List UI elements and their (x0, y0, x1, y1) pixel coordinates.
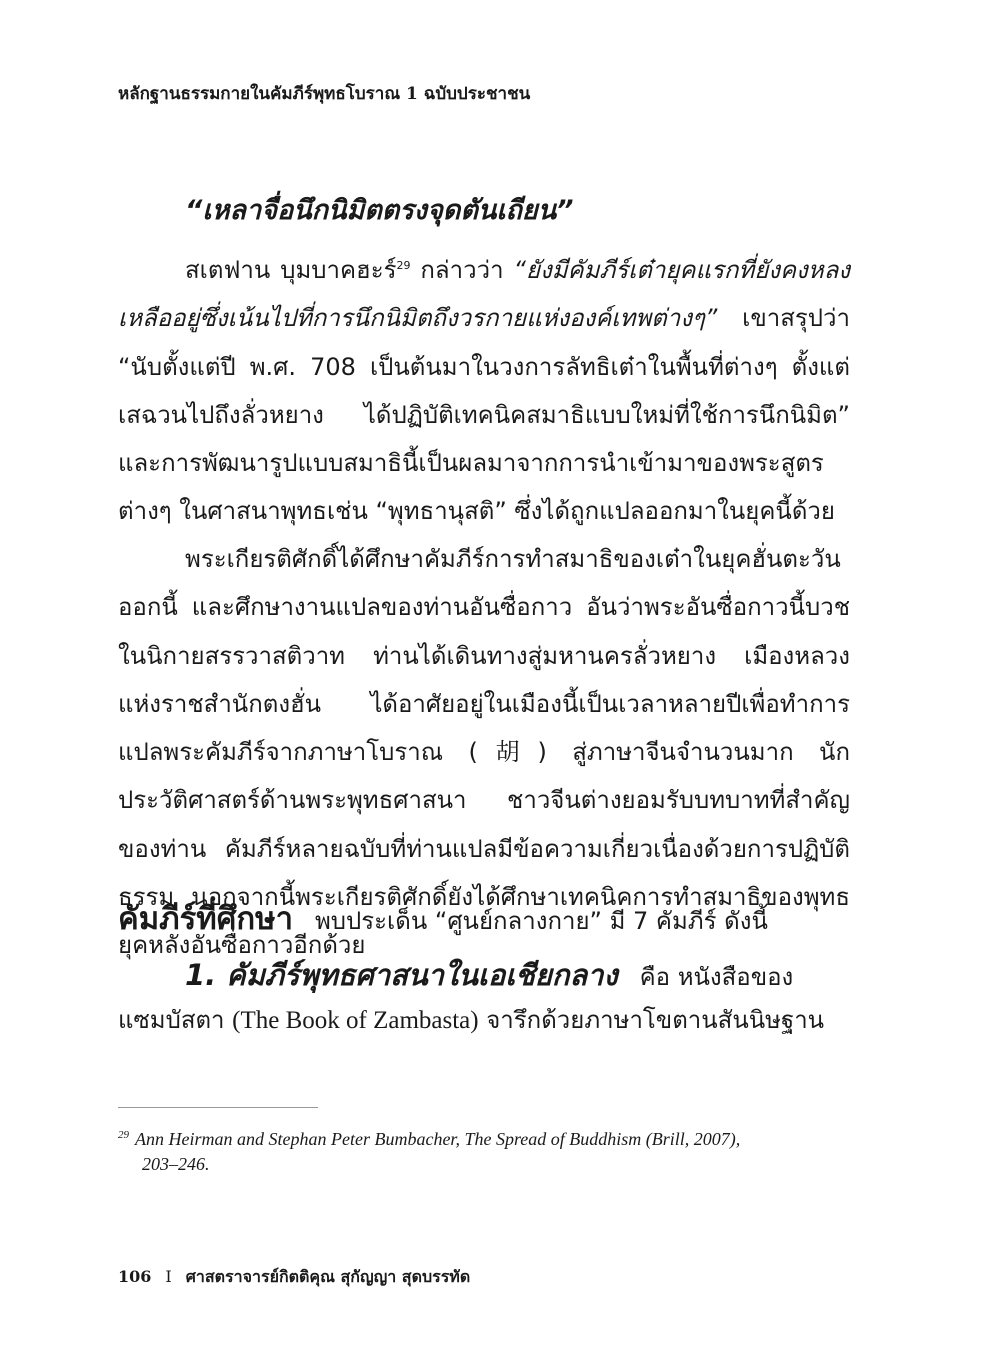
paragraph-1-lead: สเตฟาน บุมบาคฮะร์ (185, 256, 397, 284)
footnote (118, 1127, 853, 1177)
study-subheading-line (118, 893, 858, 943)
footnote-line-1: Ann Heirman and Stephan Peter Bumbacher, The Spread of Buddhism (Brill, 2007), (135, 1129, 741, 1149)
running-header: หลักฐานธรรมกายในคัมภีร์พุทธโบราณ 1 ฉบับประชาชน (118, 84, 531, 104)
item-1-continuation (118, 1000, 858, 1039)
item-1-title: 1. คัมภีร์พุทธศาสนาในเอเชียกลาง (185, 958, 618, 992)
paragraph-1-quote: “ยังมีคัมภีร์เต๋ายุคแรกที่ยังคงหลงเหลืออยู่ซึ่งเน้นไปที่การนึกนิมิตถึงวรกายแห่งองค์เทพต่างๆ” (118, 256, 850, 333)
item-1-text: คือ หนังสือของ (639, 963, 794, 991)
footnote-line-2: 203–246. (142, 1154, 210, 1174)
item-1-cont-before: แซมบัสตา (118, 1006, 233, 1034)
footer-author: ศาสตราจารย์กิตติคุณ สุกัญญา สุดบรรทัด (185, 1267, 471, 1286)
study-text: พบประเด็น “ศูนย์กลางกาย” มี 7 คัมภีร์ ดังนี้ (314, 907, 768, 935)
page-number: 106 (118, 1267, 152, 1286)
footnote-divider (118, 1107, 318, 1108)
page-footer (118, 1265, 470, 1290)
footnote-reference[interactable]: 29 (396, 259, 411, 272)
item-1-cont-after: จารึกด้วยภาษาโขตานสันนิษฐาน (478, 1006, 825, 1034)
paragraph-2-text: พระเกียรติศักดิ์ได้ศึกษาคัมภีร์การทำสมาธิของเต๋าในยุคฮั่นตะวันออกนี้ และศึกษางานแปลของท่านอันซื่อกาว อันว่าพระอันซื่อกาวนี้บวชในนิกายสรรวาสติวาท ท่านได้เดินทางสู่มหานครลั่วหยาง เมืองหลวงแห่งราชสำนักตงฮั่น ได้อาศัยอยู่ในเมืองนี้เป็นเวลาหลายปีเพื่อทำการแปลพระคัมภีร์จากภาษาโบราณ (胡) สู่ภาษาจีนจำนวนมาก นักประวัติศาสตร์ด้านพระพุทธศาสนา ชาวจีนต่างยอมรับบทบาทที่สำคัญของท่าน คัมภีร์หลายฉบับที่ท่านแปลมีข้อความเกี่ยวเนื่องด้วยการปฏิบัติธรรม นอกจากนี้พระเกียรติศักดิ์ยังได้ศึกษาเทคนิคการทำสมาธิของพุทธยุคหลังอันซื่อกาวอีกด้วย (118, 545, 850, 960)
footer-separator: I (165, 1267, 172, 1286)
item-1-latin: (The Book of Zambasta) (232, 1007, 479, 1034)
item-1-line (185, 952, 855, 998)
study-heading: คัมภีร์ที่ศึกษา (118, 901, 293, 937)
section-heading: “เหลาจื่อนึกนิมิตตรงจุดตันเถียน” (185, 195, 574, 226)
paragraph-1-rest: เขาสรุปว่า “นับตั้งแต่ปี พ.ศ. 708 เป็นต้นมาในวงการลัทธิเต๋าในพื้นที่ต่างๆ ตั้งแต่เสฉวนไปถึงลั่วหยาง ได้ปฏิบัติเทคนิคสมาธิแบบใหม่ที่ใช้การนึกนิมิต” และการพัฒนารูปแบบสมาธินี้เป็นผลมาจากการนำเข้ามาของพระสูตรต่างๆ ในศาสนาพุทธเช่น “พุทธานุสติ” ซึ่งได้ถูกแปลออกมาในยุคนี้ด้วย (118, 304, 850, 526)
footnote-mark: 29 (118, 1129, 129, 1141)
paragraph-1 (118, 246, 850, 531)
paragraph-1-said: กล่าวว่า (410, 256, 514, 284)
